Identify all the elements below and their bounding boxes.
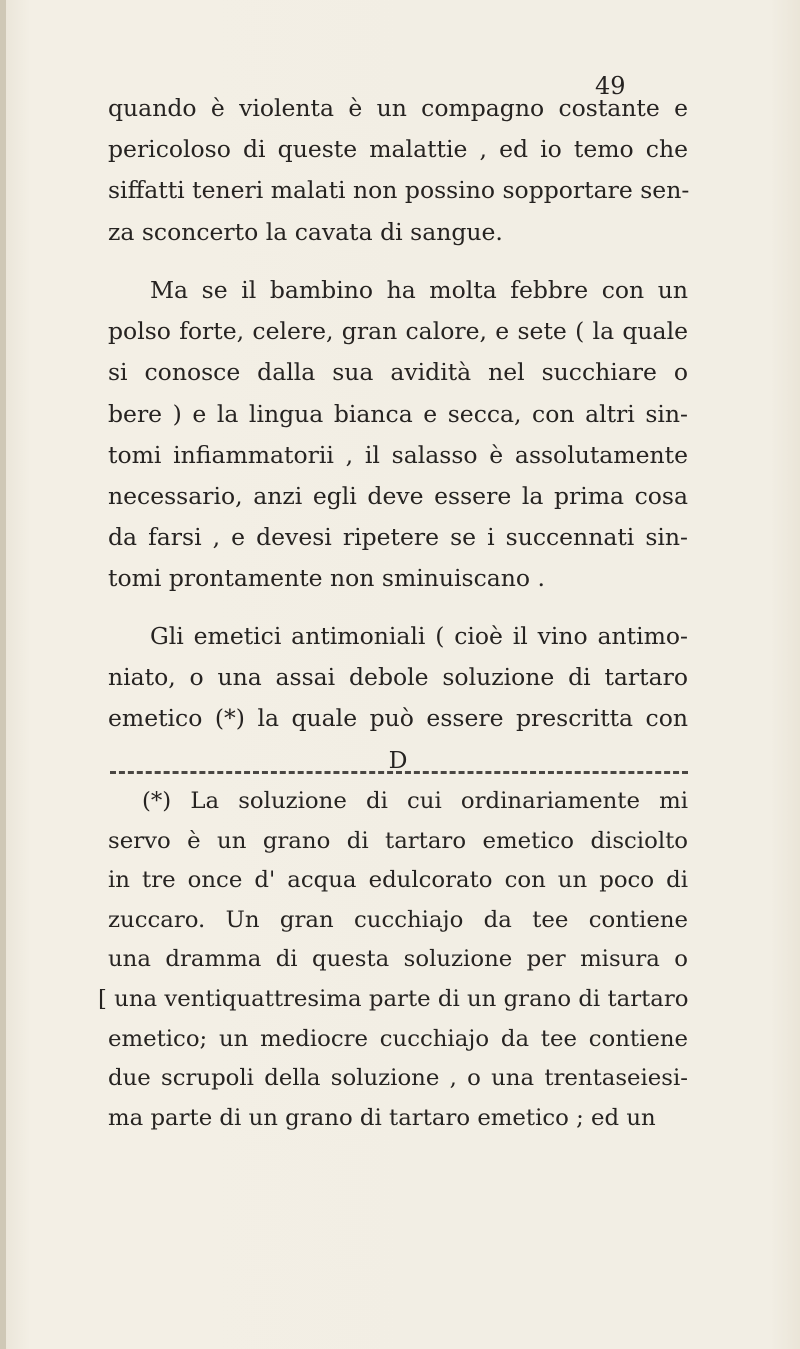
footnote-line: [ una ventiquattresima parte di un grano di tartaro [98, 985, 689, 1012]
text-line: tomi infiammatorii , il salasso è assolutamente [108, 440, 688, 469]
text-line: siffatti teneri malati non possino sopportare sen- [108, 176, 690, 205]
paragraph-1 [108, 88, 688, 253]
footnote-line: una dramma di questa soluzione per misura o [108, 946, 688, 973]
text-line: tomi prontamente non sminuiscano . [108, 564, 546, 593]
signature-mark: D [388, 745, 408, 774]
text-line: pericoloso di queste malattie , ed io temo che [108, 135, 688, 164]
footnote-line: zuccaro. Un gran cucchiajo da tee contiene [108, 906, 688, 933]
text-line: emetico (*) la quale può essere prescritta con [108, 704, 688, 733]
page-binding-edge [0, 0, 6, 1349]
footnote-line: due scrupoli della soluzione , o una trentaseiesi- [108, 1065, 688, 1092]
paragraph-3 [108, 616, 688, 781]
text-line: Gli emetici antimoniali ( cioè il vino antimo- [150, 622, 688, 650]
text-line: si conosce dalla sua avidità nel succhiare o [108, 358, 688, 387]
footnote-line: ma parte di un grano di tartaro emetico ; ed un [108, 1104, 656, 1131]
text-line: quando è violenta è un compagno costante e [108, 94, 688, 122]
text-line: necessario, anzi egli deve essere la prima cosa [108, 481, 688, 510]
footnote-separator-rule [110, 771, 688, 776]
page-number: 49 [595, 72, 626, 100]
footnote-line: emetico; un mediocre cucchiajo da tee contiene [108, 1025, 688, 1052]
footnote-line: in tre once d' acqua edulcorato con un poco di [108, 867, 688, 894]
text-line: da farsi , e devesi ripetere se i succennati sin- [108, 523, 688, 552]
text-line: za sconcerto la cavata di sangue. [108, 217, 503, 246]
text-line: Ma se il bambino ha molta febbre con un [150, 276, 688, 304]
text-line: bere ) e la lingua bianca e secca, con altri sin- [108, 399, 688, 428]
paragraph-2 [108, 270, 688, 600]
footnote-line: (*) La soluzione di cui ordinariamente mi [142, 788, 688, 814]
footnote-line: servo è un grano di tartaro emetico disciolto [108, 827, 688, 854]
text-line: niato, o una assai debole soluzione di tartaro [108, 663, 688, 692]
text-line: polso forte, celere, gran calore, e sete ( la quale [108, 317, 688, 346]
footnote [98, 782, 689, 1138]
